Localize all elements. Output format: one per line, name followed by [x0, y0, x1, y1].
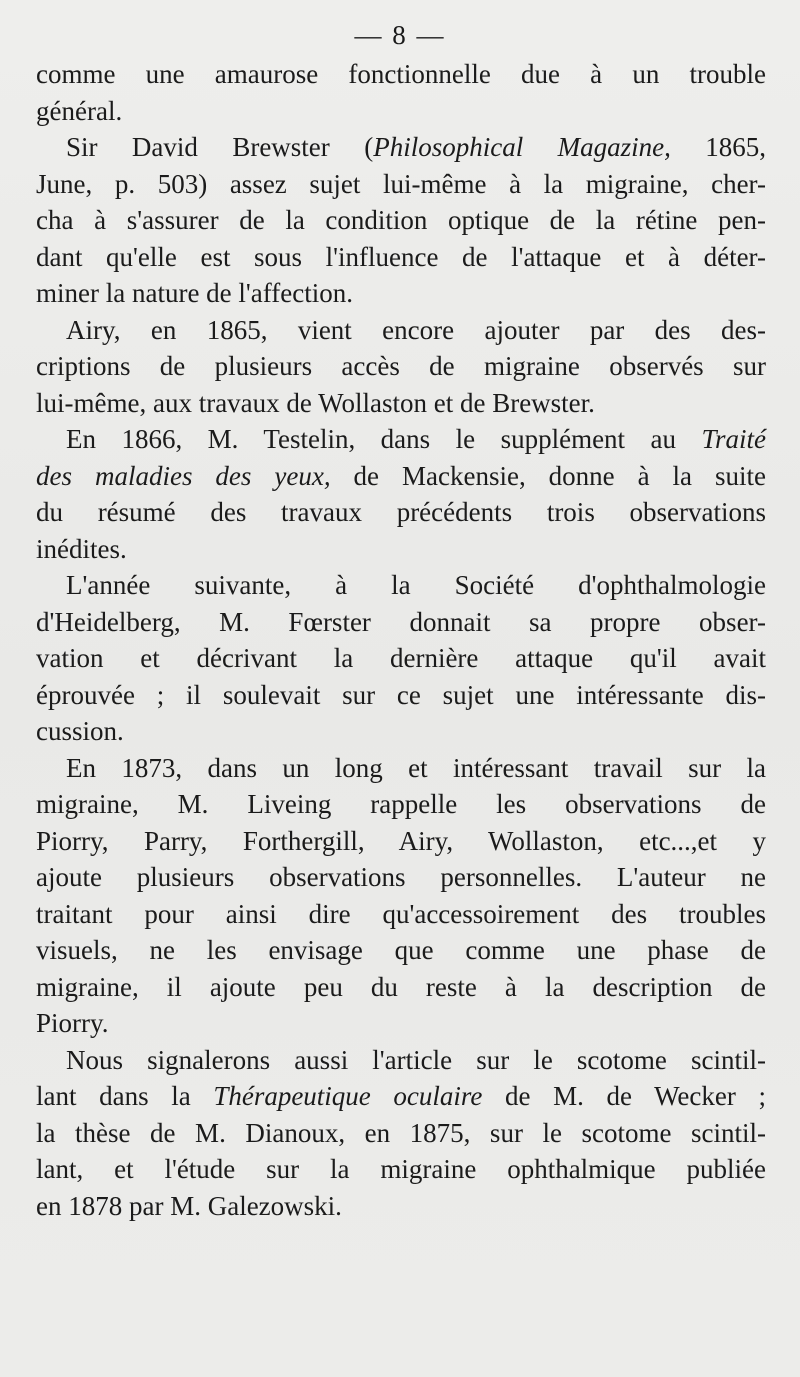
text-line: migraine, M. Liveing rappelle les observations de [36, 789, 766, 819]
italic-title: Thérapeutique oculaire [213, 1081, 483, 1111]
text-line: En 1873, dans un long et intéressant travail sur la [66, 752, 766, 783]
text-line: migraine, il ajoute peu du reste à la description de [36, 971, 766, 1002]
text-segment: Sir David Brewster ( [66, 132, 374, 162]
text-line: traitant pour ainsi dire qu'accessoirement des troubles [36, 898, 766, 929]
text-line: éprouvée ; il soulevait sur ce sujet une intéressante dis- [36, 679, 766, 710]
paragraph-2 [36, 129, 766, 312]
text-segment: 1865, [670, 132, 767, 162]
text-line: Nous signalerons aussi l'article sur le scotome scintil- [66, 1044, 766, 1075]
text-line-with-italic [36, 421, 766, 458]
text-line-with-italic [36, 129, 766, 166]
text-line: lui-même, aux travaux de Wollaston et de Brewster. [36, 387, 595, 418]
body-text [36, 56, 766, 1224]
italic-title: Traité [701, 424, 766, 454]
text-line: général. [36, 95, 123, 126]
text-line: du résumé des travaux précédents trois observations [36, 497, 766, 527]
text-line: L'année suivante, à la Société d'ophthalmologie [66, 570, 766, 600]
text-line: June, p. 503) assez sujet lui-même à la migraine, cher- [36, 168, 766, 199]
text-line: en 1878 par M. Galezowski. [36, 1190, 342, 1221]
paragraph-4 [36, 421, 766, 567]
paragraph-7 [36, 1042, 766, 1225]
page-number: — 8 — [354, 20, 446, 50]
paragraph-5 [36, 567, 766, 750]
text-line: cussion. [36, 716, 124, 746]
text-line-with-italic [36, 458, 766, 495]
text-line: Piorry, Parry, Forthergill, Airy, Wollaston, etc...,et y [36, 825, 766, 856]
text-line-with-italic [36, 1078, 766, 1115]
text-line: inédites. [36, 533, 127, 564]
text-line: comme une amaurose fonctionnelle due à un trouble [36, 59, 766, 89]
text-line: dant qu'elle est sous l'influence de l'attaque et à déter- [36, 241, 766, 272]
text-line: cha à s'assurer de la condition optique de la rétine pen- [36, 205, 766, 235]
italic-title: Philosophical Magazine, [373, 132, 671, 162]
text-segment: de M. de Wecker ; [482, 1081, 766, 1111]
paragraph-1 [36, 56, 766, 129]
text-line: lant, et l'étude sur la migraine ophthalmique publiée [36, 1154, 766, 1184]
text-line: visuels, ne les envisage que comme une phase de [36, 935, 766, 965]
text-line: d'Heidelberg, M. Fœrster donnait sa propre obser- [36, 606, 766, 637]
text-segment: de Mackensie, donne à la suite [330, 460, 766, 491]
text-line: Airy, en 1865, vient encore ajouter par des des- [66, 314, 766, 345]
paragraph-6 [36, 750, 766, 1042]
text-line: ajoute plusieurs observations personnelles. L'auteur ne [36, 862, 766, 892]
text-line: vation et décrivant la dernière attaque qu'il avait [36, 643, 766, 673]
text-segment: lant dans la [36, 1081, 214, 1111]
text-line: miner la nature de l'affection. [36, 278, 353, 308]
text-line: criptions de plusieurs accès de migraine observés sur [36, 351, 766, 381]
text-line: la thèse de M. Dianoux, en 1875, sur le scotome scintil- [36, 1117, 766, 1148]
italic-title: des maladies des yeux, [36, 460, 331, 491]
text-segment: En 1866, M. Testelin, dans le supplément au [66, 424, 702, 454]
paragraph-3 [36, 312, 766, 422]
text-line: Piorry. [36, 1008, 109, 1038]
